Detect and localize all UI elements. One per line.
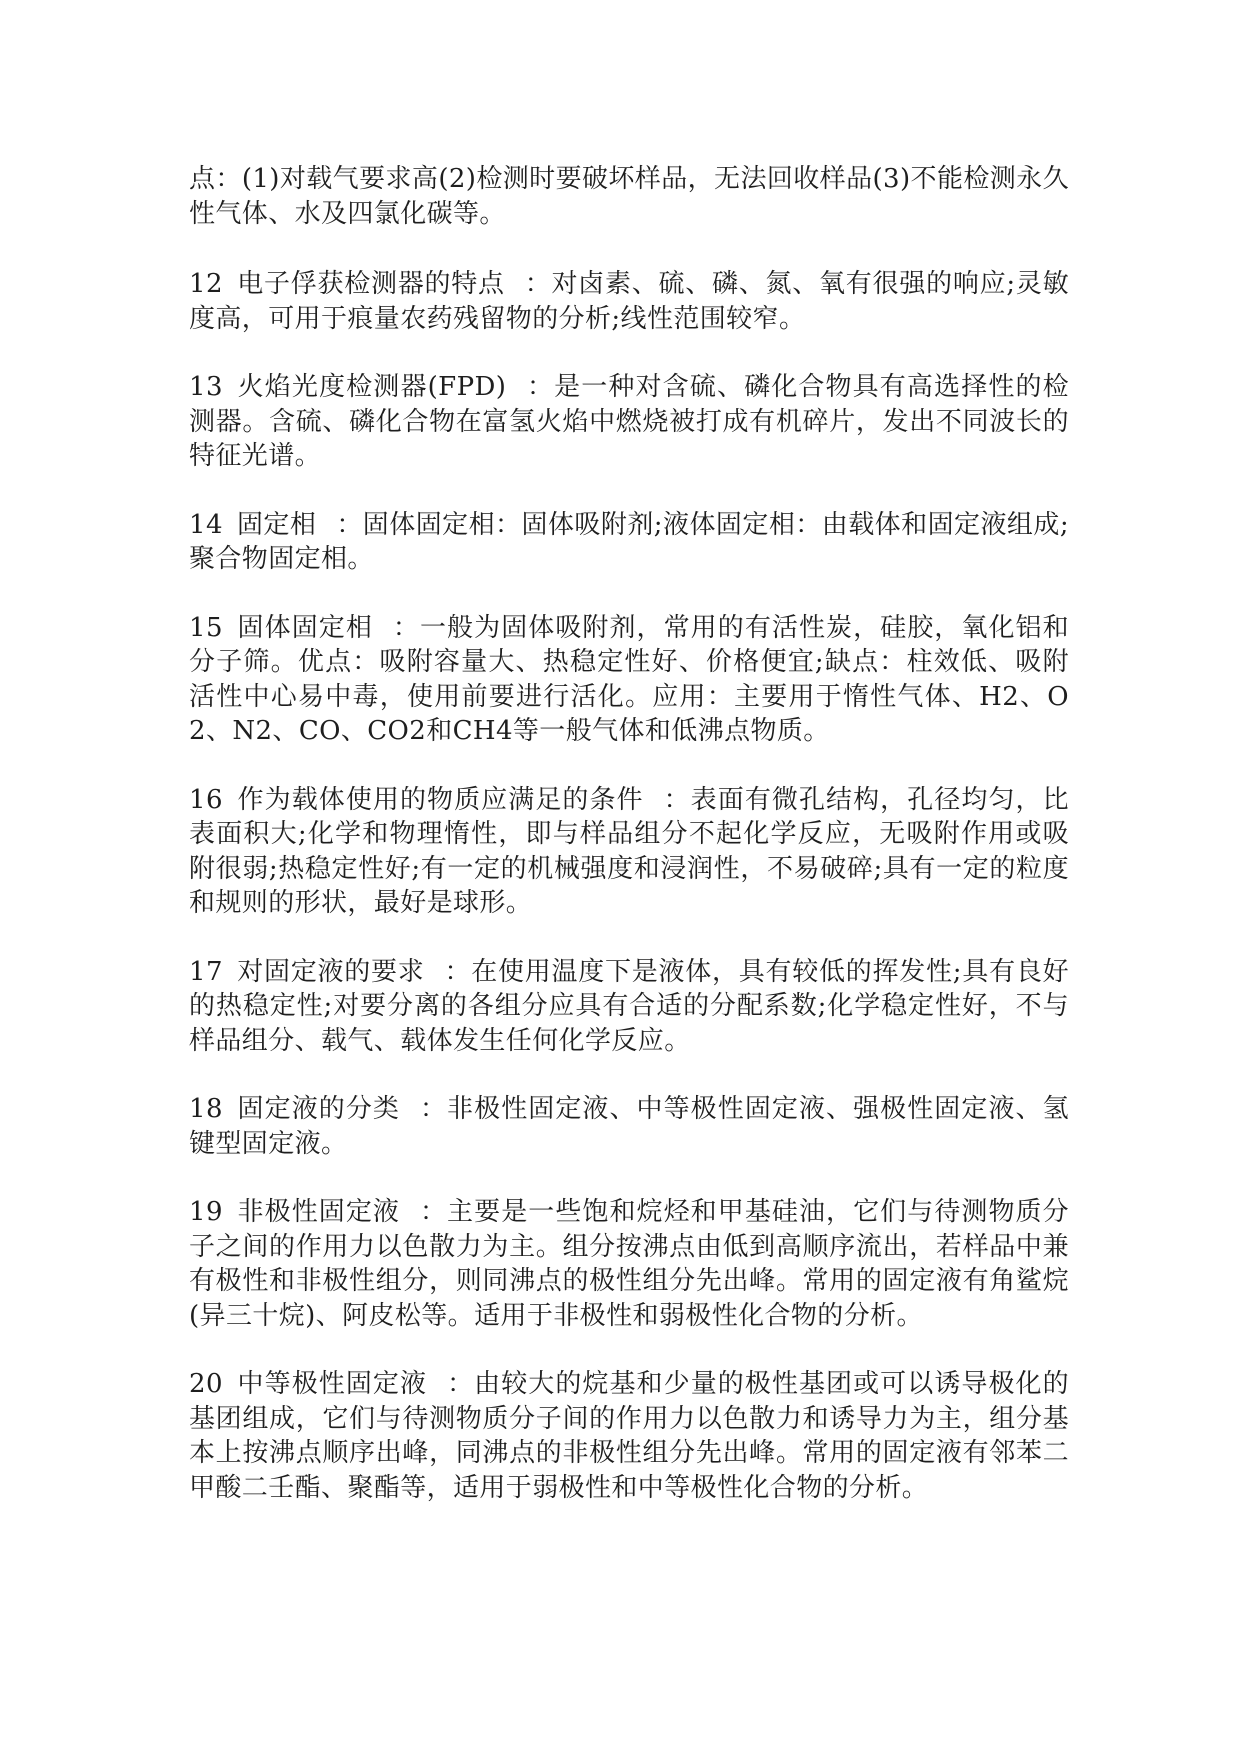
item-body: ：是一种对含硫、磷化合物具有高选择性的检测器。含硫、磷化合物在富氢火焰中燃烧被打成有机碎片，发出不同波长的特征光谱。 xyxy=(189,372,1069,471)
item-number: 19 xyxy=(189,1197,223,1227)
item-19 xyxy=(189,1195,1069,1333)
item-number: 15 xyxy=(189,612,223,643)
item-term: 中等极性固定液 xyxy=(236,1369,428,1399)
item-13 xyxy=(189,370,1069,474)
item-body: ：对卤素、硫、磷、氮、氧有很强的响应;灵敏度高，可用于痕量农药残留物的分析;线性范围较窄。 xyxy=(189,269,1069,334)
item-number: 16 xyxy=(189,784,223,815)
item-term: 固体固定相 xyxy=(236,612,373,643)
item-body: ：固体固定相：固体吸附剂;液体固定相：由载体和固定液组成;聚合物固定相。 xyxy=(189,509,1070,574)
item-17 xyxy=(189,955,1069,1059)
item-number: 14 xyxy=(189,509,223,540)
item-term: 对固定液的要求 xyxy=(236,956,425,987)
item-term: 电子俘获检测器的特点 xyxy=(236,269,505,299)
item-body: ：由较大的烷基和少量的极性基团或可以诱导极化的基团组成，它们与待测物质分子间的作用力以色散力和诱导力为主，组分基本上按沸点顺序出峰，同沸点的非极性组分先出峰。常用的固定液有邻苯二甲酸二壬酯、聚酯等，适用于弱极性和中等极性化合物的分析。 xyxy=(189,1369,1069,1503)
item-12 xyxy=(189,267,1069,336)
item-body: ：表面有微孔结构，孔径均匀，比表面积大;化学和物理惰性，即与样品组分不起化学反应，无吸附作用或吸附很弱;热稳定性好;有一定的机械强度和浸润性，不易破碎;具有一定的粒度和规则的形状，最好是球形。 xyxy=(189,784,1069,918)
item-14 xyxy=(189,508,1069,577)
item-number: 20 xyxy=(189,1369,223,1399)
item-term: 固定液的分类 xyxy=(236,1094,400,1124)
item-term: 固定相 xyxy=(236,509,317,540)
item-body: ：非极性固定液、中等极性固定液、强极性固定液、氢键型固定液。 xyxy=(189,1094,1069,1159)
item-16 xyxy=(189,783,1069,921)
item-number: 13 xyxy=(189,372,223,402)
item-term: 非极性固定液 xyxy=(236,1197,400,1227)
item-body: ：在使用温度下是液体，具有较低的挥发性;具有良好的热稳定性;对要分离的各组分应具有合适的分配系数;化学稳定性好，不与样品组分、载气、载体发生任何化学反应。 xyxy=(189,956,1069,1056)
item-18 xyxy=(189,1092,1069,1161)
item-body: ：主要是一些饱和烷烃和甲基硅油，它们与待测物质分子之间的作用力以色散力为主。组分按沸点由低到高顺序流出，若样品中兼有极性和非极性组分，则同沸点的极性组分先出峰。常用的固定液有角鲨烷(异三十烷)、阿皮松等。适用于非极性和弱极性化合物的分析。 xyxy=(189,1197,1069,1331)
item-15 xyxy=(189,611,1069,749)
item-term: 火焰光度检测器(FPD) xyxy=(236,372,507,402)
intro-text: 点：(1)对载气要求高(2)检测时要破坏样品，无法回收样品(3)不能检测永久性气体、水及四氯化碳等。 xyxy=(189,164,1069,229)
document-body xyxy=(189,162,1069,1539)
item-term: 作为载体使用的物质应满足的条件 xyxy=(236,784,644,815)
item-number: 18 xyxy=(189,1094,223,1124)
intro-paragraph xyxy=(189,162,1069,231)
item-body: ：一般为固体吸附剂，常用的有活性炭，硅胶，氧化铝和分子筛。优点：吸附容量大、热稳定性好、价格便宜;缺点：柱效低、吸附活性中心易中毒，使用前要进行活化。应用：主要用于惰性气体、H2、O2、N2、CO、CO2和CH4等一般气体和低沸点物质。 xyxy=(189,612,1069,746)
item-number: 12 xyxy=(189,269,223,299)
item-20 xyxy=(189,1367,1069,1505)
item-number: 17 xyxy=(189,956,223,987)
